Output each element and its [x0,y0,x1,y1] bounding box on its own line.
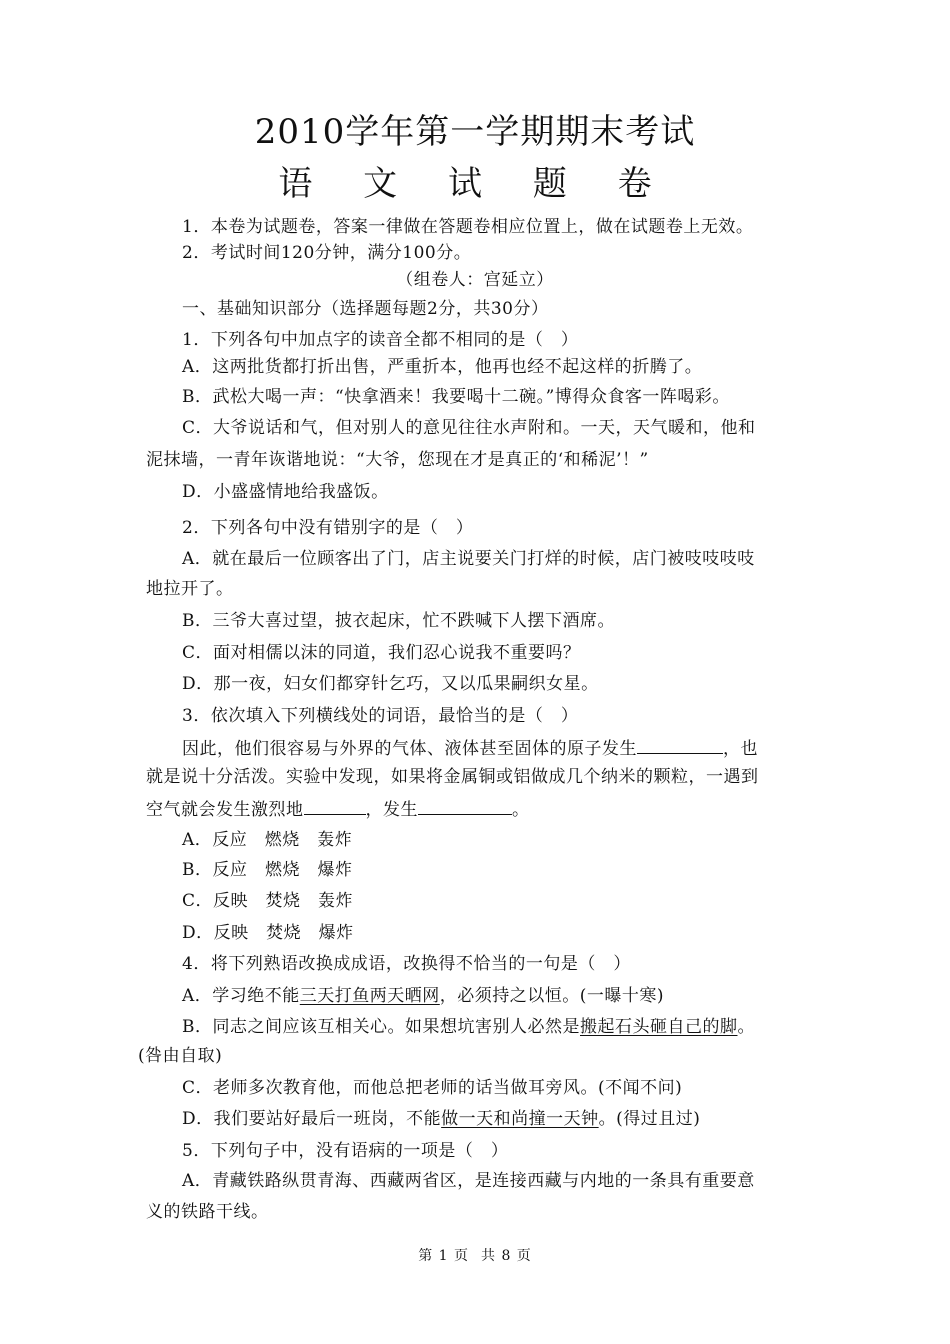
q1-option-a: A．这两批货都打折出售，严重折本，他再也经不起这样的折腾了。 [182,357,703,377]
q4-option-d [182,1107,700,1131]
q1-option-d: D．小盛盛情地给我盛饭。 [182,482,389,502]
q4-option-b [182,1015,755,1039]
q2-option-c: C．面对相儒以沫的同道，我们忍心说我不重要吗？ [182,643,581,663]
q4-b-prefix: B．同志之间应该互相关心。如果想坑害别人必然是 [182,1017,580,1037]
q4-stem: 4．将下列熟语改换成成语，改换得不恰当的一句是（ ） [182,954,631,974]
q3-option-b: B．反应 燃烧 爆炸 [182,860,353,880]
q3-passage-3-text: 空气就会发生激烈地 [146,800,304,820]
q2-option-b: B．三爷大喜过望，披衣起床，忙不跌喊下人摆下酒席。 [182,611,615,631]
q3-passage-1 [182,735,758,761]
q3-passage-1-text: 因此，他们很容易与外界的气体、液体甚至固体的原子发生 [182,739,637,759]
q3-option-a: A．反应 燃烧 轰炸 [182,830,353,850]
q2-option-a-cont: 地拉开了。 [146,579,234,599]
q2-option-d: D．那一夜，妇女们都穿针乞巧，又以瓜果嗣织女星。 [182,674,599,694]
q3-passage-3-end: 。 [512,800,530,820]
q5-stem: 5．下列句子中，没有语病的一项是（ ） [182,1141,509,1161]
q2-stem: 2．下列各句中没有错别字的是（ ） [182,518,474,538]
q4-option-b-cont: (咎由自取) [138,1046,223,1066]
q1-option-c-cont: 泥抹墙，一青年诙谐地说：“大爷，您现在才是真正的‘和稀泥’！” [146,450,649,470]
q4-d-suffix: 。(得过且过) [598,1109,701,1129]
page-total: 共 8 页 [481,1248,532,1264]
q5-option-a-cont: 义的铁路干线。 [146,1202,269,1222]
q1-option-b: B．武松大喝一声：“快拿酒来！我要喝十二碗。”博得众食客一阵喝彩。 [182,387,730,407]
exam-title: 2010学年第一学期期末考试 [254,112,696,152]
q4-b-idiom: 搬起石头砸自己的脚 [580,1017,738,1037]
fill-blank-2 [304,796,366,815]
q4-d-prefix: D．我们要站好最后一班岗，不能 [182,1109,442,1129]
q3-stem: 3．依次填入下列横线处的词语，最恰当的是（ ） [182,706,579,726]
q3-passage-1-end: ，也 [723,739,758,759]
q3-option-d: D．反映 焚烧 爆炸 [182,923,354,943]
q3-passage-3-mid: ，发生 [365,800,418,820]
q2-option-a: A．就在最后一位顾客出了门，店主说要关门打烊的时候，店门被吱吱吱吱 [182,549,755,569]
q3-passage-2: 就是说十分活泼。实验中发现，如果将金属铜或铝做成几个纳米的颗粒，一遇到 [146,767,759,787]
q4-option-c: C．老师多次教育他，而他总把老师的话当做耳旁风。(不闻不问) [182,1078,683,1098]
q4-b-suffix: 。 [737,1017,755,1037]
note-2: 2．考试时间120分钟，满分100分。 [182,243,472,263]
fill-blank-3 [418,796,512,815]
compiler-note: （组卷人：宫延立） [396,270,554,290]
q4-option-a [182,984,664,1008]
q3-option-c: C．反映 焚烧 轰炸 [182,891,354,911]
page-footer [0,1245,950,1265]
q5-option-a: A．青藏铁路纵贯青海、西藏两省区，是连接西藏与内地的一条具有重要意 [182,1171,755,1191]
page-number: 第 1 页 [418,1248,469,1264]
q4-a-idiom: 三天打鱼两天晒网 [299,986,440,1006]
exam-subtitle: 语 文 试 题 卷 [278,164,672,204]
fill-blank-1 [637,735,723,754]
note-1: 1．本卷为试题卷，答案一律做在答题卷相应位置上，做在试题卷上无效。 [182,217,754,237]
q4-d-idiom: 做一天和尚撞一天钟 [441,1109,599,1129]
q4-a-suffix: ，必须持之以恒。(一曝十寒) [439,986,665,1006]
q4-a-prefix: A．学习绝不能 [182,986,300,1006]
q1-stem: 1．下列各句中加点字的读音全都不相同的是（ ） [182,330,579,350]
q1-option-c: C．大爷说话和气，但对别人的意见往往水声附和。一天，天气暖和，他和 [182,418,756,438]
q3-passage-3 [146,796,530,822]
section-heading: 一、基础知识部分（选择题每题2分，共30分） [182,299,549,319]
